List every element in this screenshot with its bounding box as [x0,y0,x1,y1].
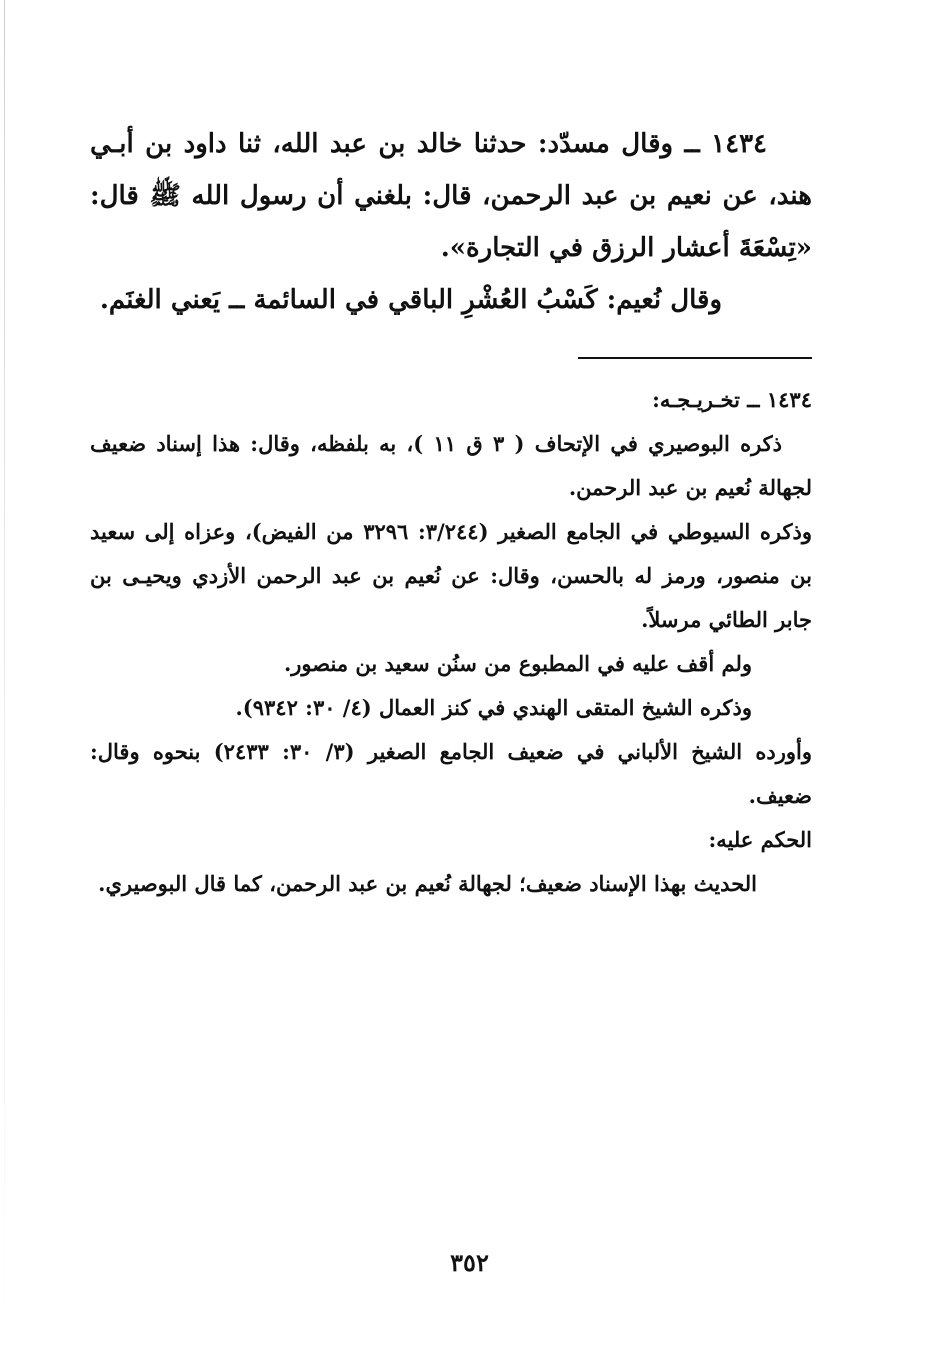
scan-edge-shadow [4,0,5,1370]
takhrij-paragraph-suyuti: وذكره السيوطي في الجامع الصغير (٣/٢٤٤: ٣٢٩٦ من الفيض)، وعزاه إلى سعيد بن منصور، ورمز له بالحسن، وقال: عن نُعيم بن عبد الرحمن الأزدي ويحيـى بن جابر الطائي مرسلاً. [90,519,813,632]
page-number: ٣٥٢ [450,1248,489,1277]
takhrij-paragraph-albani: وأورده الشيخ الألباني في ضعيف الجامع الصغير (٣/ ٣٠: ٢٤٣٣) بنحوه وقال: ضعيف. [90,739,812,808]
ruling-text: الحديث بهذا الإسناد ضعيف؛ لجهالة نُعيم بن عبد الرحمن، كما قال البوصيري. [98,871,757,896]
takhrij-paragraph-busiri: ذكره البوصيري في الإتحاف ( ٣ ق ١١ )، به بلفظه، وقال: هذا إسناد ضعيف لجهالة نُعيم بن عبد الرحمن. [90,431,812,500]
hadith-section [90,118,812,326]
takhrij-paragraph-kanz: وذكره الشيخ المتقى الهندي في كنز العمال (٤/ ٣٠: ٩٣٤٢). [235,695,752,720]
takhrij-heading: ١٤٣٤ ــ تخـريـجـه: [652,387,812,412]
naim-comment: وقال نُعيم: كَسْبُ العُشْرِ الباقي في السائمة ــ يَعني الغنَم. [99,285,722,315]
ruling-heading: الحكم عليه: [708,827,812,852]
hadith-text: ــ وقال مسدّد: حدثنا خالد بن عبد الله، ثنا داود بن أبـي هند، عن نعيم بن عبد الرحمن، قال: بلغني أن رسول الله ﷺ قال: «تِسْعَةَ أعشار الرزق في التجارة». [90,129,812,263]
footnote-divider [578,357,812,359]
takhrij-section [90,378,812,906]
hadith-paragraph [90,118,812,274]
takhrij-paragraph-sunan: ولم أقف عليه في المطبوع من سنُن سعيد بن منصور. [283,651,752,676]
hadith-number: ١٤٣٤ [711,129,767,159]
